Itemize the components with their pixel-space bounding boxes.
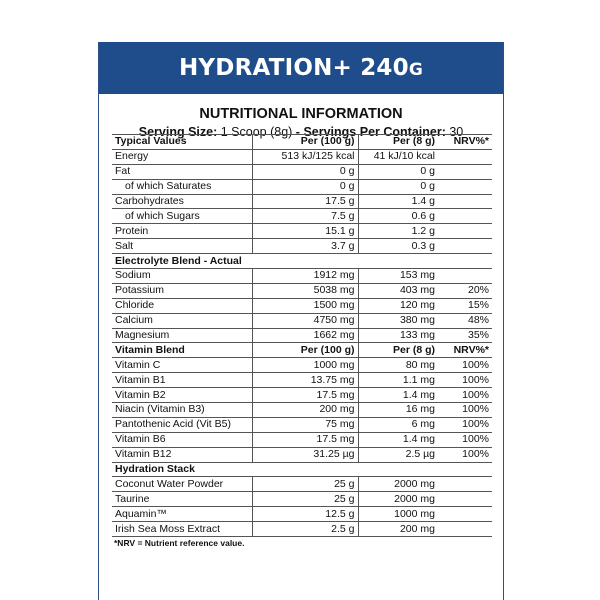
nrv-value: [438, 269, 492, 284]
per-100g-value: 1662 mg: [252, 328, 358, 343]
table-row: [112, 358, 492, 373]
table-row: [112, 194, 492, 209]
per-serving-value: Per (8 g): [358, 343, 438, 358]
per-serving-value: 0 g: [358, 164, 438, 179]
table-row: [112, 403, 492, 418]
nutrient-name: Coconut Water Powder: [112, 477, 252, 492]
per-serving-value: 1.4 g: [358, 194, 438, 209]
nutrient-cell: [112, 179, 252, 194]
per-serving-value: [358, 462, 438, 477]
per-100g-value: 13.75 mg: [252, 373, 358, 388]
nrv-value: 100%: [438, 358, 492, 373]
per-serving-value: 16 mg: [358, 403, 438, 418]
table-row: [112, 522, 492, 537]
nutrient-name: Vitamin B12: [112, 447, 252, 462]
nutrient-name: Sodium: [112, 269, 252, 284]
nrv-value: [438, 507, 492, 522]
table-row: [112, 388, 492, 403]
table-row: [112, 477, 492, 492]
servings-container-label: Servings Per Container:: [303, 125, 446, 139]
per-serving-value: 41 kJ/10 kcal: [358, 149, 438, 164]
product-title-unit: G: [408, 60, 423, 80]
serving-separator: -: [295, 125, 300, 139]
servings-container-value: 30: [449, 125, 464, 139]
per-100g-value: 5038 mg: [252, 283, 358, 298]
per-100g-value: 4750 mg: [252, 313, 358, 328]
per-100g-value: 2.5 g: [252, 522, 358, 537]
table-row: [112, 373, 492, 388]
table-row: [112, 269, 492, 284]
per-100g-value: 3.7 g: [252, 239, 358, 254]
nrv-value: [438, 224, 492, 239]
nutrient-name: Typical Values: [112, 135, 252, 150]
per-serving-value: 1.4 mg: [358, 388, 438, 403]
table-row: [112, 417, 492, 432]
nrv-value: [438, 164, 492, 179]
per-100g-value: 31.25 µg: [252, 447, 358, 462]
nutrient-name: Aquamin™: [112, 507, 252, 522]
per-100g-value: 0 g: [252, 164, 358, 179]
nrv-value: [438, 149, 492, 164]
nrv-value: NRV%*: [438, 135, 492, 150]
nrv-value: 100%: [438, 447, 492, 462]
per-100g-value: 7.5 g: [252, 209, 358, 224]
per-serving-value: 6 mg: [358, 417, 438, 432]
per-100g-value: [252, 254, 358, 269]
per-serving-value: Per (8 g): [358, 135, 438, 150]
table-row: [112, 224, 492, 239]
serving-size-label: Serving Size:: [138, 125, 218, 139]
nrv-value: [438, 179, 492, 194]
nrv-value: [438, 477, 492, 492]
per-100g-value: 15.1 g: [252, 224, 358, 239]
per-serving-value: 1.4 mg: [358, 432, 438, 447]
nrv-value: NRV%*: [438, 343, 492, 358]
per-100g-value: [252, 462, 358, 477]
per-serving-value: 153 mg: [358, 269, 438, 284]
product-banner: [99, 42, 503, 94]
per-100g-value: 75 mg: [252, 417, 358, 432]
nutrient-name: Pantothenic Acid (Vit B5): [112, 417, 252, 432]
per-100g-value: 200 mg: [252, 403, 358, 418]
nutrient-name: Salt: [112, 239, 252, 254]
table-row: [112, 447, 492, 462]
nutrient-name: Calcium: [112, 313, 252, 328]
per-100g-value: 25 g: [252, 492, 358, 507]
nutrient-name: Potassium: [112, 283, 252, 298]
nrv-value: 100%: [438, 388, 492, 403]
nutrient-name: Vitamin B1: [112, 373, 252, 388]
nutrient-name: Vitamin B2: [112, 388, 252, 403]
per-100g-value: 17.5 mg: [252, 432, 358, 447]
per-100g-value: 1500 mg: [252, 298, 358, 313]
nutrient-name: Fat: [112, 164, 252, 179]
product-title: HYDRATION+ 240G: [178, 55, 423, 81]
per-100g-value: 17.5 mg: [252, 388, 358, 403]
nutrient-name: of which Sugars: [125, 209, 200, 222]
per-serving-value: 1000 mg: [358, 507, 438, 522]
per-serving-value: 1.1 mg: [358, 373, 438, 388]
table-row: [112, 149, 492, 164]
nutrient-name: Magnesium: [112, 328, 252, 343]
nutrient-cell: [112, 209, 252, 224]
per-serving-value: 2000 mg: [358, 477, 438, 492]
nrv-value: [438, 209, 492, 224]
nutrient-name: Vitamin B6: [112, 432, 252, 447]
table-row: [112, 239, 492, 254]
per-100g-value: 1912 mg: [252, 269, 358, 284]
table-row: [112, 209, 492, 224]
nutrition-panel: [98, 42, 504, 600]
nutrient-name: Electrolyte Blend - Actual: [112, 254, 252, 269]
nutrient-name: Carbohydrates: [112, 194, 252, 209]
serving-size-value: 1 Scoop (8g): [220, 125, 293, 139]
nutrient-name: Hydration Stack: [112, 462, 252, 477]
per-serving-value: 0.3 g: [358, 239, 438, 254]
nutrient-name: Protein: [112, 224, 252, 239]
per-serving-value: 2.5 µg: [358, 447, 438, 462]
nrv-value: [438, 254, 492, 269]
per-100g-value: 17.5 g: [252, 194, 358, 209]
nrv-value: 100%: [438, 373, 492, 388]
per-100g-value: Per (100 g): [252, 343, 358, 358]
nrv-value: 20%: [438, 283, 492, 298]
table-row: [112, 298, 492, 313]
nutrient-name: Energy: [112, 149, 252, 164]
per-serving-value: 0.6 g: [358, 209, 438, 224]
per-100g-value: 0 g: [252, 179, 358, 194]
nrv-value: 15%: [438, 298, 492, 313]
nutrient-name: Vitamin C: [112, 358, 252, 373]
per-100g-value: 25 g: [252, 477, 358, 492]
nutrient-name: Vitamin Blend: [112, 343, 252, 358]
nutrition-heading: NUTRITIONAL INFORMATION: [199, 106, 403, 122]
nrv-value: 100%: [438, 403, 492, 418]
nrv-value: [438, 492, 492, 507]
per-serving-value: 80 mg: [358, 358, 438, 373]
table-row: [112, 179, 492, 194]
table-row: [112, 507, 492, 522]
nrv-value: [438, 522, 492, 537]
table-section-row: [112, 254, 492, 269]
per-serving-value: 403 mg: [358, 283, 438, 298]
table-row: [112, 328, 492, 343]
table-row: [112, 432, 492, 447]
per-100g-value: 513 kJ/125 kcal: [252, 149, 358, 164]
table-row: [112, 492, 492, 507]
nutrient-name: Irish Sea Moss Extract: [112, 522, 252, 537]
table-header-row: [112, 135, 492, 150]
nrv-value: [438, 239, 492, 254]
per-serving-value: 380 mg: [358, 313, 438, 328]
per-serving-value: 0 g: [358, 179, 438, 194]
table-row: [112, 313, 492, 328]
nrv-value: 48%: [438, 313, 492, 328]
nrv-value: [438, 462, 492, 477]
nutrient-name: of which Saturates: [125, 180, 212, 193]
nutrient-name: Chloride: [112, 298, 252, 313]
table-header-row: [112, 343, 492, 358]
per-serving-value: 2000 mg: [358, 492, 438, 507]
per-serving-value: 133 mg: [358, 328, 438, 343]
per-100g-value: 1000 mg: [252, 358, 358, 373]
nrv-value: 100%: [438, 432, 492, 447]
nutrient-name: Taurine: [112, 492, 252, 507]
table-row: [112, 164, 492, 179]
per-serving-value: 200 mg: [358, 522, 438, 537]
per-serving-value: [358, 254, 438, 269]
nrv-value: 35%: [438, 328, 492, 343]
nutrition-table: [112, 134, 492, 537]
per-100g-value: 12.5 g: [252, 507, 358, 522]
nrv-value: [438, 194, 492, 209]
per-serving-value: 1.2 g: [358, 224, 438, 239]
nrv-footnote: *NRV = Nutrient reference value.: [114, 538, 245, 548]
nrv-value: 100%: [438, 417, 492, 432]
per-100g-value: Per (100 g): [252, 135, 358, 150]
table-section-row: [112, 462, 492, 477]
nutrient-name: Niacin (Vitamin B3): [112, 403, 252, 418]
table-row: [112, 283, 492, 298]
per-serving-value: 120 mg: [358, 298, 438, 313]
